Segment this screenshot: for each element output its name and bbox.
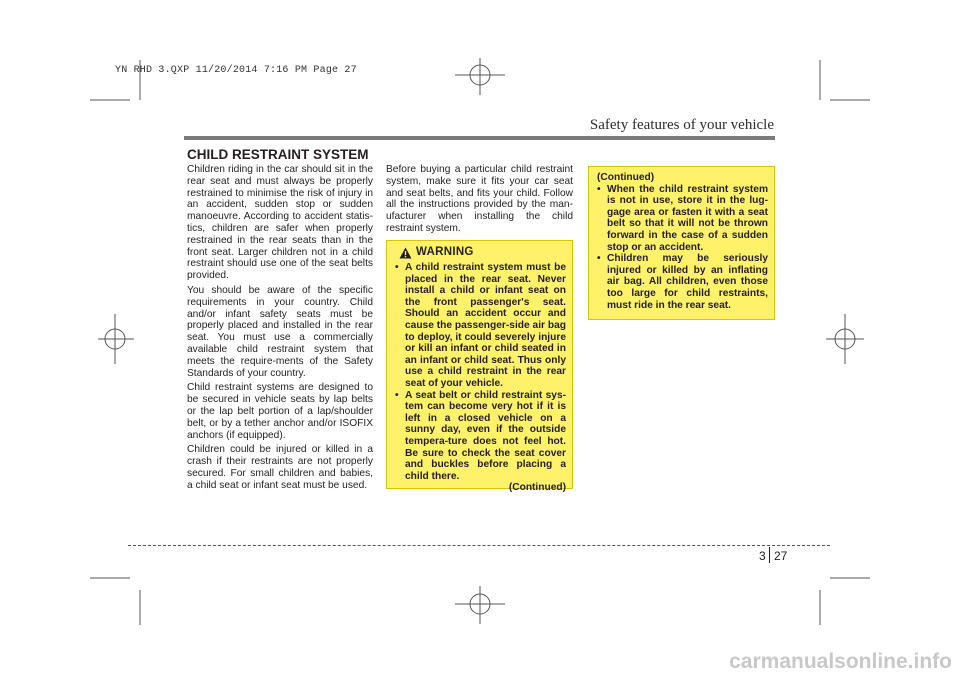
body-column-left [187, 164, 373, 495]
page-number-separator [769, 547, 770, 563]
warning-title: WARNING [416, 246, 474, 259]
continued-heading: (Continued) [597, 172, 655, 183]
footer-rule [128, 545, 830, 546]
body-paragraph: Child restraint systems are designed to be secured in vehicle seats by lap belts or the lap belt portion of a lap/shoulder belt, or by a tether anchor and/or ISOFIX anchors (if equipped). [187, 382, 373, 441]
body-paragraph: Children riding in the car should sit in the rear seat and must always be properly restrained to minimise the risk of injury in an accident, sudden stop or sudden manoeuvre. According to accident statis-tics, children are safer when properly restrained in the rear seats than in the front seat. Larger children not in a child restraint should use one of the seat belts provided. [187, 164, 373, 282]
registration-mark-bottom [455, 586, 505, 624]
warning-bullet: • A child restraint system must be placed in the rear seat. Never install a child or infant seat on the front passenger's seat. Should an accident occur and cause the passenger-side air bag to deploy, it could severely injure or kill an infant or child seated in an infant or child seat. Thus only use a child restraint in the rear seat of your vehicle. [395, 262, 566, 389]
printer-slug: YN RHD 3.QXP 11/20/2014 7:16 PM Page 27 [115, 65, 357, 76]
body-paragraph: Children could be injured or killed in a crash if their restraints are not properly secured. For small children and babies, a child seat or infant seat must be used. [187, 444, 373, 491]
warning-header [399, 247, 566, 259]
warning-bullet-text: A child restraint system must be placed in the rear seat. Never install a child or infant seat on the front passenger's seat. Should an accident occur and cause the passenger-side air bag to deploy, it could severely injure or kill an infant or child seated in an infant or child seat. Thus only use a child restraint in the rear seat of your vehicle. [405, 262, 566, 389]
warning-bullet-text: When the child restraint system is not in use, store it in the lug-gage area or fasten it with a seat belt so that it will not be thrown forward in the case of a sudden stop or an accident. [607, 183, 768, 253]
body-column-middle [386, 164, 573, 238]
header-rule [184, 136, 775, 140]
warning-box [386, 240, 573, 494]
registration-mark-left [98, 314, 134, 364]
warning-continued-box [588, 166, 775, 320]
warning-triangle-icon [399, 247, 412, 259]
chapter-number: 3 [759, 549, 766, 563]
registration-mark-right [826, 314, 864, 364]
page-number: 27 [774, 549, 788, 563]
section-title: CHILD RESTRAINT SYSTEM [187, 147, 369, 162]
continued-marker: (Continued) [508, 482, 566, 494]
warning-bullet: • Children may be seriously injured or killed by an inflating air bag. All children, even those too large for child restraints, must ride in the rear seat. [597, 253, 768, 311]
chapter-header-title: Safety features of your vehicle [589, 117, 774, 133]
warning-bullet-text: Children may be seriously injured or killed by an inflating air bag. All children, even those too large for child restraints, must ride in the rear seat. [607, 253, 768, 311]
registration-mark-top [455, 58, 505, 95]
site-watermark: carmanualsonline.info [729, 650, 952, 673]
body-paragraph: Before buying a particular child restraint system, make sure it fits your car seat and seat belts, and fits your child. Follow all the instructions provided by the man-ufacturer when installing the child restraint system. [386, 164, 573, 234]
warning-bullet: • A seat belt or child restraint sys-tem can become very hot if it is left in a closed vehicle on a sunny day, even if the outside tempera-ture does not feel hot. Be sure to check the seat cover and buckles before placing a child there. [395, 389, 566, 482]
warning-bullet-text: A seat belt or child restraint sys-tem can become very hot if it is left in a closed vehicle on a sunny day, even if the outside tempera-ture does not feel hot. Be sure to check the seat cover and buckles before placing a child there. [405, 389, 566, 482]
warning-bullet: • When the child restraint system is not in use, store it in the lug-gage area or fasten it with a seat belt so that it will not be thrown forward in the case of a sudden stop or an accident. [597, 183, 768, 253]
body-paragraph: You should be aware of the specific requirements in your country. Child and/or infant safety seats must be properly placed and installed in the rear seat. You must use a commercially available child restraint system that meets the require-ments of the Safety Standards of your country. [187, 284, 373, 379]
